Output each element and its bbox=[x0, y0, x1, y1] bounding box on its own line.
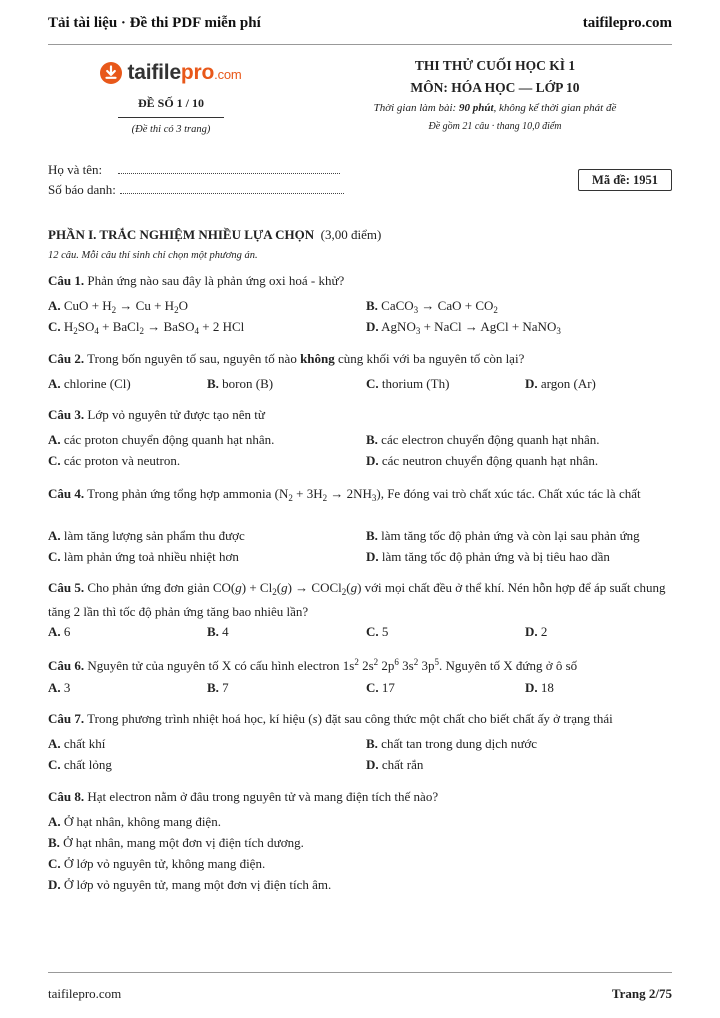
download-circle-icon bbox=[100, 62, 122, 84]
option-text: thorium (Th) bbox=[381, 376, 450, 391]
section-name: PHẦN I. TRẮC NGHIỆM NHIỀU LỰA CHỌN bbox=[48, 227, 315, 242]
question-2 bbox=[48, 349, 672, 368]
exam-info: Đề gồm 21 câu · thang 10,0 điểm bbox=[428, 121, 562, 132]
option-letter: C. bbox=[48, 856, 61, 871]
logo-text-part1: taifile bbox=[127, 61, 181, 84]
top-divider bbox=[48, 44, 672, 45]
top-bar bbox=[48, 12, 672, 34]
option-letter: C. bbox=[48, 549, 61, 564]
exam-time-prefix: Thời gian làm bài: bbox=[373, 102, 459, 114]
student-id-label: Số báo danh: bbox=[48, 182, 116, 197]
option-text: chất tan trong dung dịch nước bbox=[381, 736, 537, 751]
option-c[interactable] bbox=[366, 624, 388, 640]
option-letter: C. bbox=[366, 376, 379, 391]
option-text: 6 bbox=[63, 624, 71, 639]
footer-site[interactable]: taifilepro.com bbox=[48, 986, 122, 1001]
question-text: Cho phản ứng đơn giản bbox=[87, 580, 213, 595]
header-left bbox=[76, 58, 266, 135]
option-letter: A. bbox=[48, 680, 61, 695]
question-text: Trong phương trình nhiệt hoá học, kí hiệu ( bbox=[87, 711, 313, 726]
site-logo bbox=[76, 58, 266, 88]
option-c[interactable]: C. $H_2SO_4$ + BaCl$_2$ → BaSO$_4$ + 2 HCl bbox=[48, 319, 245, 336]
option-letter: C. bbox=[366, 680, 379, 695]
logo-text bbox=[127, 61, 241, 85]
question-text: Lớp vỏ nguyên tử được tạo nên từ bbox=[87, 407, 265, 422]
option-text: các proton chuyển động quanh hạt nhân. bbox=[63, 432, 275, 447]
exam-number: ĐỀ SỐ 1 / 10 bbox=[137, 96, 204, 110]
question-8 bbox=[48, 787, 672, 806]
option-a[interactable] bbox=[48, 624, 70, 640]
question-text: Nguyên tử của nguyên tố X có cấu hình electron bbox=[87, 658, 343, 673]
option-b[interactable] bbox=[207, 376, 273, 392]
option-letter: D. bbox=[366, 319, 379, 334]
option-b[interactable] bbox=[366, 736, 537, 752]
option-letter: D. bbox=[366, 757, 379, 772]
question-3 bbox=[48, 405, 672, 424]
option-letter: C. bbox=[48, 757, 61, 772]
option-c[interactable] bbox=[366, 680, 395, 696]
option-d[interactable] bbox=[48, 877, 331, 893]
option-d[interactable] bbox=[366, 549, 610, 565]
option-letter: C. bbox=[366, 624, 379, 639]
page-count-note: (Đề thi có 3 trang) bbox=[131, 124, 211, 135]
option-text: Ở lớp vỏ nguyên tử, mang một đơn vị điện tích âm. bbox=[63, 877, 332, 892]
exam-time-suffix: , không kể thời gian phát đề bbox=[493, 102, 617, 114]
option-letter: B. bbox=[366, 528, 378, 543]
option-text: các electron chuyển động quanh hạt nhân. bbox=[381, 432, 600, 447]
exam-time bbox=[330, 102, 660, 114]
option-letter: B. bbox=[366, 298, 378, 313]
option-a[interactable] bbox=[48, 680, 70, 696]
option-text: 3 bbox=[63, 680, 71, 695]
option-text: chất lỏng bbox=[63, 757, 112, 772]
question-text: cùng khối với ba nguyên tố còn lại? bbox=[334, 351, 525, 366]
option-c[interactable] bbox=[48, 757, 112, 773]
header-right bbox=[330, 58, 660, 132]
student-id-field[interactable] bbox=[48, 182, 344, 198]
question-text: với mọi chất đều ở thể khí. Nén hỗn hợp để áp suất chung tăng 2 lần thì tốc độ phản ứng tăng bao nhiêu lần? bbox=[48, 580, 666, 619]
exam-subject: MÔN: HÓA HỌC — LỚP 10 bbox=[410, 80, 580, 95]
option-letter: D. bbox=[366, 549, 379, 564]
option-d[interactable] bbox=[366, 453, 598, 469]
question-text: ), Fe đóng vai trò chất xúc tác. Chất xúc tác là chất bbox=[376, 486, 641, 501]
question-5: Câu 5. Cho phản ứng đơn giản $CO(g) + Cl_2(g)$ → COCl$_2$(g) với mọi chất đều ở thể khí. Nén hỗn hợp để áp suất chung tăng 2 lần thì tốc độ phản ứng tăng bao nhiêu lần? bbox=[48, 580, 666, 619]
option-letter: B. bbox=[207, 624, 219, 639]
option-text: 17 bbox=[381, 680, 395, 695]
option-text: Ở lớp vỏ nguyên tử, không mang điện. bbox=[63, 856, 266, 871]
option-d[interactable] bbox=[525, 624, 547, 640]
option-text: 18 bbox=[540, 680, 554, 695]
option-letter: A. bbox=[48, 814, 61, 829]
option-d[interactable] bbox=[366, 757, 423, 773]
option-letter: B. bbox=[366, 736, 378, 751]
option-letter: A. bbox=[48, 528, 61, 543]
option-a[interactable]: A. CuO + $H_2 \to Cu + H_2O$ bbox=[48, 298, 188, 315]
option-a[interactable] bbox=[48, 736, 105, 752]
question-label: Câu 1. bbox=[48, 273, 85, 288]
option-b[interactable] bbox=[207, 680, 229, 696]
option-d[interactable]: D. AgNO$_3$ + NaCl → AgCl + NaNO$_3$ bbox=[366, 319, 561, 336]
option-letter: A. bbox=[48, 736, 61, 751]
bottom-divider bbox=[48, 972, 672, 973]
section-note: 12 câu. Mỗi câu thí sinh chỉ chọn một phương án. bbox=[48, 250, 258, 261]
option-text: chlorine (Cl) bbox=[63, 376, 131, 391]
option-d[interactable] bbox=[525, 376, 596, 392]
option-b[interactable] bbox=[366, 528, 640, 544]
option-c[interactable] bbox=[48, 856, 265, 872]
logo-text-part3: .com bbox=[214, 67, 242, 82]
option-letter: A. bbox=[48, 432, 61, 447]
option-b[interactable] bbox=[48, 835, 304, 851]
page-footer bbox=[48, 986, 672, 1002]
question-label: Câu 4. bbox=[48, 486, 85, 501]
student-name-label: Họ và tên: bbox=[48, 162, 103, 177]
student-id-blank[interactable] bbox=[120, 184, 344, 194]
option-d[interactable] bbox=[525, 680, 554, 696]
option-a[interactable] bbox=[48, 814, 221, 830]
exam-code-badge: Mã đề: 1951 bbox=[578, 169, 672, 191]
option-letter: D. bbox=[48, 877, 61, 892]
question-text: . Nguyên tố X đứng ở ô số bbox=[438, 658, 578, 673]
top-bar-title: Tải tài liệu · Đề thi PDF miễn phí bbox=[48, 14, 261, 31]
question-label: Câu 5. bbox=[48, 580, 85, 595]
option-text: làm tăng lượng sản phẩm thu được bbox=[63, 528, 245, 543]
option-a[interactable] bbox=[48, 528, 245, 544]
option-text: boron (B) bbox=[222, 376, 274, 391]
option-letter: A. bbox=[48, 376, 61, 391]
option-text: Ở hạt nhân, không mang điện. bbox=[63, 814, 221, 829]
option-letter: D. bbox=[366, 453, 379, 468]
option-text: 4 bbox=[222, 624, 229, 639]
question-symbol: s bbox=[312, 711, 318, 726]
question-label: Câu 7. bbox=[48, 711, 85, 726]
option-letter: B. bbox=[207, 680, 219, 695]
option-text: chất rắn bbox=[381, 757, 424, 772]
option-b[interactable] bbox=[366, 432, 600, 448]
option-text: các neutron chuyển động quanh hạt nhân. bbox=[381, 453, 599, 468]
option-text: làm tăng tốc độ phản ứng và còn lại sau phản ứng bbox=[381, 528, 640, 543]
option-letter: C. bbox=[48, 319, 61, 334]
option-text: chất khí bbox=[63, 736, 106, 751]
page-number: Trang 2/75 bbox=[611, 986, 672, 1001]
question-emphasis: không bbox=[300, 351, 335, 366]
option-text: Ở hạt nhân, mang một đơn vị điện tích dương. bbox=[63, 835, 304, 850]
question-7 bbox=[48, 709, 672, 728]
option-letter: C. bbox=[48, 453, 61, 468]
option-letter: A. bbox=[48, 624, 61, 639]
question-label: Câu 3. bbox=[48, 407, 85, 422]
option-text: 2 bbox=[540, 624, 548, 639]
option-text: các proton và neutron. bbox=[63, 453, 181, 468]
option-letter: B. bbox=[207, 376, 219, 391]
question-6: Câu 6. Nguyên tử của nguyên tố X có cấu hình electron $1s^2$ $2s^2$ $2p^6$ $3s^2$ $3p^5$. Nguyên tố X đứng ở ô số bbox=[48, 657, 578, 673]
question-4: Câu 4. Trong phản ứng tổng hợp ammonia $(N_2 + 3H_2 \to 2NH_3)$, Fe đóng vai trò chất xúc tác. Chất xúc tác là chất bbox=[48, 486, 641, 503]
question-text: Trong phản ứng tổng hợp ammonia ( bbox=[87, 486, 279, 501]
option-c[interactable] bbox=[48, 453, 180, 469]
question-text: Phản ứng nào sau đây là phản ứng oxi hoá - khử? bbox=[87, 273, 345, 288]
question-text: Trong bốn nguyên tố sau, nguyên tố nào bbox=[87, 351, 301, 366]
option-c[interactable] bbox=[48, 549, 239, 565]
question-label: Câu 6. bbox=[48, 658, 85, 673]
option-letter: A. bbox=[48, 298, 61, 313]
option-text: 5 bbox=[381, 624, 389, 639]
option-c[interactable] bbox=[366, 376, 449, 392]
option-text: 7 bbox=[222, 680, 229, 695]
question-label: Câu 8. bbox=[48, 789, 85, 804]
student-name-blank[interactable] bbox=[118, 164, 340, 174]
option-text: làm tăng tốc độ phản ứng và bị tiêu hao dần bbox=[381, 549, 610, 564]
section-points: (3,00 điểm) bbox=[320, 227, 382, 242]
option-a[interactable] bbox=[48, 432, 274, 448]
option-letter: D. bbox=[525, 376, 538, 391]
section-title bbox=[48, 227, 381, 243]
option-text: argon (Ar) bbox=[540, 376, 596, 391]
top-bar-site[interactable]: taifilepro.com bbox=[582, 14, 672, 31]
question-label: Câu 2. bbox=[48, 351, 85, 366]
option-letter: D. bbox=[525, 680, 538, 695]
exam-title: THI THỬ CUỐI HỌC KÌ 1 bbox=[414, 58, 576, 73]
option-a[interactable] bbox=[48, 376, 131, 392]
option-letter: B. bbox=[48, 835, 60, 850]
exam-number-underline bbox=[118, 117, 224, 118]
question-text: Hạt electron nằm ở đâu trong nguyên tử và mang điện tích thế nào? bbox=[87, 789, 439, 804]
option-letter: B. bbox=[366, 432, 378, 447]
option-b[interactable] bbox=[207, 624, 229, 640]
question-1 bbox=[48, 271, 672, 290]
option-b[interactable]: B. CaCO$_3$ → CaO + $CO_2$ bbox=[366, 298, 498, 315]
exam-time-value: 90 phút bbox=[458, 102, 494, 114]
logo-text-part2: pro bbox=[180, 61, 215, 84]
option-letter: D. bbox=[525, 624, 538, 639]
option-text: làm phản ứng toả nhiều nhiệt hơn bbox=[63, 549, 239, 564]
question-text: ) đặt sau công thức một chất cho biết chất ấy ở trạng thái bbox=[317, 711, 613, 726]
student-name-field[interactable] bbox=[48, 162, 340, 178]
